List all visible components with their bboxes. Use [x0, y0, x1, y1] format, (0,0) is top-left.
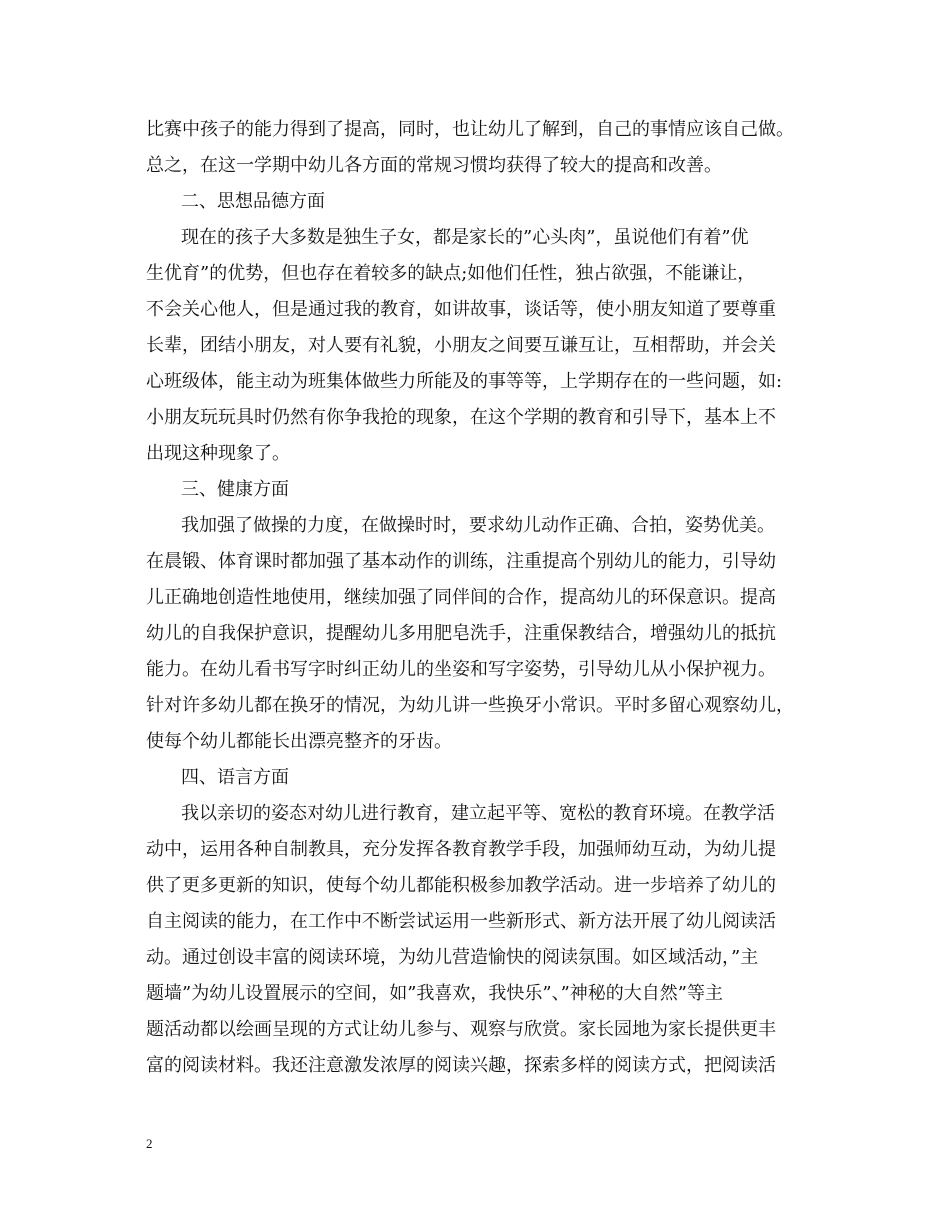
text-line: 我以亲切的姿态对幼儿进行教育，建立起平等、宽松的教育环境。在教学活 [181, 803, 775, 824]
text-line: 自主阅读的能力，在工作中不断尝试运用一些新形式、新方法开展了幼儿阅读活 [146, 911, 776, 932]
text-line: 题活动都以绘画呈现的方式让幼儿参与、观察与欣赏。家长园地为家长提供更丰 [146, 1019, 776, 1040]
text-line: 针对许多幼儿都在换牙的情况，为幼儿讲一些换牙小常识。平时多留心观察幼儿， [146, 695, 794, 716]
text-line: 供了更多更新的知识，使每个幼儿都能积极参加教学活动。进一步培养了幼儿的 [146, 875, 776, 896]
text-line: 题墙”为幼儿设置展示的空间，如”我喜欢，我快乐”、”神秘的大自然”等主 [146, 983, 724, 1004]
text-line: 长辈，团结小朋友，对人要有礼貌，小朋友之间要互谦互让，互相帮助，并会关 [146, 335, 776, 356]
text-line: 动。通过创设丰富的阅读环境，为幼儿营造愉快的阅读氛围。如区域活动，”主 [146, 947, 759, 968]
text-line: 小朋友玩玩具时仍然有你争我抢的现象，在这个学期的教育和引导下，基本上不 [146, 407, 776, 428]
text-line: 幼儿的自我保护意识，提醒幼儿多用肥皂洗手，注重保教结合，增强幼儿的抵抗 [146, 623, 776, 644]
text-line: 能力。在幼儿看书写字时纠正幼儿的坐姿和写字姿势，引导幼儿从小保护视力。 [146, 659, 776, 680]
text-line: 不会关心他人，但是通过我的教育，如讲故事，谈话等，使小朋友知道了要尊重 [146, 299, 776, 320]
text-line: 动中，运用各种自制教具，充分发挥各教育教学手段，加强师幼互动，为幼儿提 [146, 839, 776, 860]
text-line: 在晨锻、体育课时都加强了基本动作的训练，注重提高个别幼儿的能力，引导幼 [146, 551, 776, 572]
section-heading: 四、语言方面 [181, 767, 289, 788]
page-number: 2 [146, 1136, 153, 1151]
text-line: 使每个幼儿都能长出漂亮整齐的牙齿。 [146, 731, 452, 752]
text-line: 现在的孩子大多数是独生子女，都是家长的”心头肉”，虽说他们有着”优 [181, 227, 749, 248]
section-heading: 二、思想品德方面 [181, 191, 325, 212]
text-line: 出现这种现象了。 [146, 443, 290, 464]
section-heading: 三、健康方面 [181, 479, 289, 500]
text-line: 总之，在这一学期中幼儿各方面的常规习惯均获得了较大的提高和改善。 [146, 155, 722, 176]
text-line: 儿正确地创造性地使用，继续加强了同伴间的合作，提高幼儿的环保意识。提高 [146, 587, 776, 608]
text-line: 我加强了做操的力度，在做操时时，要求幼儿动作正确、合拍，姿势优美。 [181, 515, 775, 536]
text-line: 心班级体，能主动为班集体做些力所能及的事等等，上学期存在的一些问题，如: [146, 371, 783, 392]
text-line: 富的阅读材料。我还注意激发浓厚的阅读兴趣，探索多样的阅读方式，把阅读活 [146, 1055, 776, 1076]
text-line: 比赛中孩子的能力得到了提高，同时，也让幼儿了解到，自己的事情应该自己做。 [146, 119, 794, 140]
text-line: 生优育”的优势，但也存在着较多的缺点;如他们任性，独占欲强，不能谦让， [146, 263, 756, 284]
